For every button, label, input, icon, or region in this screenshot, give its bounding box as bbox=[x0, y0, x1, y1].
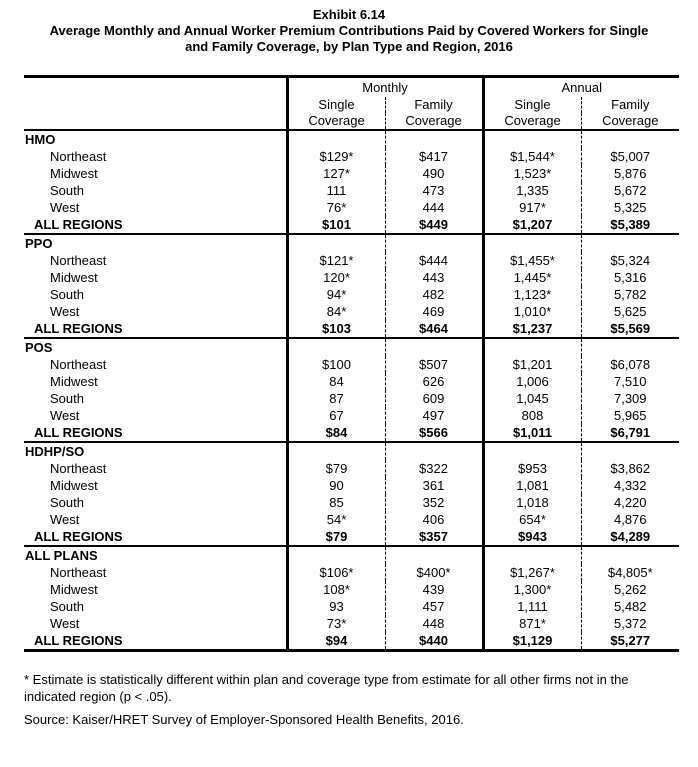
empty-cell bbox=[287, 338, 385, 356]
region-label: West bbox=[50, 616, 80, 631]
total-annual-family: $5,389 bbox=[581, 216, 679, 234]
cell-monthly-single: 73* bbox=[287, 615, 385, 632]
empty-cell bbox=[385, 234, 483, 252]
table-row bbox=[24, 511, 679, 528]
total-row bbox=[24, 528, 679, 546]
empty-cell bbox=[385, 130, 483, 148]
table-row bbox=[24, 182, 679, 199]
cell-monthly-single: 67 bbox=[287, 407, 385, 424]
region-label: Midwest bbox=[50, 374, 98, 389]
total-row bbox=[24, 632, 679, 651]
plan-group-header bbox=[24, 130, 679, 148]
cell-annual-family: 4,332 bbox=[581, 477, 679, 494]
cell-monthly-single: 127* bbox=[287, 165, 385, 182]
cell-monthly-family: 439 bbox=[385, 581, 483, 598]
region-label: South bbox=[50, 287, 84, 302]
cell-annual-family: $3,862 bbox=[581, 460, 679, 477]
plan-group-header bbox=[24, 338, 679, 356]
cell-annual-single: 1,018 bbox=[483, 494, 581, 511]
cell-monthly-family: 497 bbox=[385, 407, 483, 424]
region-label: Northeast bbox=[50, 565, 107, 580]
plan-group-header bbox=[24, 442, 679, 460]
col-header-monthly-family: Family bbox=[385, 97, 483, 113]
col-header-coverage: Coverage bbox=[385, 113, 483, 130]
cell-annual-family: 5,482 bbox=[581, 598, 679, 615]
empty-cell bbox=[385, 338, 483, 356]
column-header-row-1 bbox=[24, 97, 679, 113]
region-label: South bbox=[50, 391, 84, 406]
cell-monthly-family: $400* bbox=[385, 564, 483, 581]
cell-annual-single: 871* bbox=[483, 615, 581, 632]
empty-cell bbox=[581, 130, 679, 148]
empty-cell bbox=[581, 546, 679, 564]
col-header-coverage: Coverage bbox=[581, 113, 679, 130]
col-header-annual-single: Single bbox=[483, 97, 581, 113]
plan-type-label: HDHP/SO bbox=[24, 442, 287, 460]
empty-cell bbox=[483, 442, 581, 460]
cell-monthly-family: 352 bbox=[385, 494, 483, 511]
cell-annual-family: 5,372 bbox=[581, 615, 679, 632]
cell-monthly-family: 406 bbox=[385, 511, 483, 528]
total-annual-single: $1,207 bbox=[483, 216, 581, 234]
empty-cell bbox=[581, 234, 679, 252]
empty-cell bbox=[287, 234, 385, 252]
cell-monthly-family: 490 bbox=[385, 165, 483, 182]
total-annual-family: $6,791 bbox=[581, 424, 679, 442]
empty-cell bbox=[287, 442, 385, 460]
cell-annual-family: 5,262 bbox=[581, 581, 679, 598]
cell-annual-family: 5,965 bbox=[581, 407, 679, 424]
cell-monthly-single: $121* bbox=[287, 252, 385, 269]
cell-annual-family: 7,510 bbox=[581, 373, 679, 390]
region-label: South bbox=[50, 183, 84, 198]
table-row bbox=[24, 148, 679, 165]
table-row bbox=[24, 598, 679, 615]
table-row bbox=[24, 564, 679, 581]
cell-monthly-family: $322 bbox=[385, 460, 483, 477]
empty-cell bbox=[483, 338, 581, 356]
total-row bbox=[24, 424, 679, 442]
cell-annual-single: 654* bbox=[483, 511, 581, 528]
region-label: West bbox=[50, 304, 80, 319]
cell-annual-single: $953 bbox=[483, 460, 581, 477]
all-regions-label: ALL REGIONS bbox=[24, 216, 287, 234]
cell-annual-single: 1,010* bbox=[483, 303, 581, 320]
plan-type-label: POS bbox=[24, 338, 287, 356]
cell-annual-single: 1,045 bbox=[483, 390, 581, 407]
empty-cell bbox=[581, 338, 679, 356]
cell-monthly-family: $444 bbox=[385, 252, 483, 269]
total-annual-family: $4,289 bbox=[581, 528, 679, 546]
cell-monthly-single: 93 bbox=[287, 598, 385, 615]
plan-type-label: PPO bbox=[24, 234, 287, 252]
total-annual-family: $5,569 bbox=[581, 320, 679, 338]
empty-cell bbox=[483, 130, 581, 148]
cell-annual-single: 1,523* bbox=[483, 165, 581, 182]
total-monthly-family: $566 bbox=[385, 424, 483, 442]
total-monthly-single: $94 bbox=[287, 632, 385, 651]
cell-annual-family: $4,805* bbox=[581, 564, 679, 581]
cell-monthly-single: 84* bbox=[287, 303, 385, 320]
cell-monthly-single: 87 bbox=[287, 390, 385, 407]
table-row bbox=[24, 407, 679, 424]
cell-annual-single: $1,455* bbox=[483, 252, 581, 269]
region-label: West bbox=[50, 512, 80, 527]
cell-monthly-family: 444 bbox=[385, 199, 483, 216]
col-header-coverage: Coverage bbox=[483, 113, 581, 130]
cell-monthly-single: 94* bbox=[287, 286, 385, 303]
table-row bbox=[24, 460, 679, 477]
region-label: Midwest bbox=[50, 582, 98, 597]
total-row bbox=[24, 320, 679, 338]
cell-monthly-family: 473 bbox=[385, 182, 483, 199]
table-body bbox=[24, 130, 679, 651]
total-monthly-single: $79 bbox=[287, 528, 385, 546]
cell-annual-family: $6,078 bbox=[581, 356, 679, 373]
cell-annual-family: $5,007 bbox=[581, 148, 679, 165]
cell-annual-single: 808 bbox=[483, 407, 581, 424]
total-annual-single: $1,129 bbox=[483, 632, 581, 651]
cell-monthly-single: $100 bbox=[287, 356, 385, 373]
total-monthly-family: $464 bbox=[385, 320, 483, 338]
all-regions-label: ALL REGIONS bbox=[24, 632, 287, 651]
footnote: * Estimate is statistically different within plan and coverage type from estimate for all other firms not in the indicated region (p < .05). bbox=[24, 672, 629, 704]
cell-annual-family: 5,316 bbox=[581, 269, 679, 286]
cell-monthly-single: 76* bbox=[287, 199, 385, 216]
table-row bbox=[24, 356, 679, 373]
cell-monthly-family: 609 bbox=[385, 390, 483, 407]
table-row bbox=[24, 477, 679, 494]
all-regions-label: ALL REGIONS bbox=[24, 320, 287, 338]
cell-monthly-single: $129* bbox=[287, 148, 385, 165]
cell-monthly-single: 54* bbox=[287, 511, 385, 528]
table-row bbox=[24, 303, 679, 320]
cell-annual-single: $1,201 bbox=[483, 356, 581, 373]
cell-monthly-family: 469 bbox=[385, 303, 483, 320]
column-group-annual: Annual bbox=[483, 77, 679, 98]
cell-annual-family: 5,325 bbox=[581, 199, 679, 216]
total-monthly-family: $449 bbox=[385, 216, 483, 234]
table-row bbox=[24, 615, 679, 632]
total-annual-single: $1,011 bbox=[483, 424, 581, 442]
cell-monthly-single: 120* bbox=[287, 269, 385, 286]
empty-cell bbox=[483, 546, 581, 564]
cell-monthly-single: $106* bbox=[287, 564, 385, 581]
col-header-coverage: Coverage bbox=[287, 113, 385, 130]
cell-annual-single: 1,445* bbox=[483, 269, 581, 286]
total-monthly-single: $103 bbox=[287, 320, 385, 338]
cell-annual-family: 5,782 bbox=[581, 286, 679, 303]
cell-annual-single: 1,111 bbox=[483, 598, 581, 615]
total-monthly-family: $440 bbox=[385, 632, 483, 651]
table-row bbox=[24, 269, 679, 286]
total-annual-single: $943 bbox=[483, 528, 581, 546]
table-row bbox=[24, 199, 679, 216]
table-row bbox=[24, 390, 679, 407]
table-row bbox=[24, 165, 679, 182]
cell-annual-family: 5,625 bbox=[581, 303, 679, 320]
cell-annual-single: 1,300* bbox=[483, 581, 581, 598]
cell-annual-single: $1,267* bbox=[483, 564, 581, 581]
cell-monthly-family: 626 bbox=[385, 373, 483, 390]
empty-cell bbox=[581, 442, 679, 460]
cell-monthly-family: 361 bbox=[385, 477, 483, 494]
total-monthly-single: $84 bbox=[287, 424, 385, 442]
cell-monthly-family: 448 bbox=[385, 615, 483, 632]
col-header-monthly-single: Single bbox=[287, 97, 385, 113]
empty-cell bbox=[287, 546, 385, 564]
cell-annual-family: 7,309 bbox=[581, 390, 679, 407]
source-note: Source: Kaiser/HRET Survey of Employer-Sponsored Health Benefits, 2016. bbox=[24, 712, 464, 727]
cell-monthly-single: 90 bbox=[287, 477, 385, 494]
total-annual-family: $5,277 bbox=[581, 632, 679, 651]
column-header-row-2 bbox=[24, 113, 679, 130]
all-regions-label: ALL REGIONS bbox=[24, 424, 287, 442]
cell-monthly-family: $507 bbox=[385, 356, 483, 373]
cell-annual-single: 1,006 bbox=[483, 373, 581, 390]
total-row bbox=[24, 216, 679, 234]
region-label: South bbox=[50, 495, 84, 510]
region-label: Northeast bbox=[50, 461, 107, 476]
column-group-header-row bbox=[24, 77, 679, 98]
cell-annual-family: 5,876 bbox=[581, 165, 679, 182]
table-row bbox=[24, 286, 679, 303]
cell-annual-single: 917* bbox=[483, 199, 581, 216]
cell-monthly-single: 85 bbox=[287, 494, 385, 511]
region-label: Midwest bbox=[50, 478, 98, 493]
region-label: Northeast bbox=[50, 357, 107, 372]
table-row bbox=[24, 581, 679, 598]
cell-monthly-single: 108* bbox=[287, 581, 385, 598]
region-label: West bbox=[50, 408, 80, 423]
all-regions-label: ALL REGIONS bbox=[24, 528, 287, 546]
empty-cell bbox=[483, 234, 581, 252]
premium-table bbox=[24, 75, 679, 652]
cell-annual-single: 1,335 bbox=[483, 182, 581, 199]
region-label: South bbox=[50, 599, 84, 614]
exhibit-label: Exhibit 6.14 bbox=[312, 7, 386, 22]
cell-monthly-family: 443 bbox=[385, 269, 483, 286]
cell-annual-single: 1,081 bbox=[483, 477, 581, 494]
col-header-annual-family: Family bbox=[581, 97, 679, 113]
plan-type-label: ALL PLANS bbox=[24, 546, 287, 564]
cell-annual-single: 1,123* bbox=[483, 286, 581, 303]
cell-monthly-single: 84 bbox=[287, 373, 385, 390]
cell-annual-single: $1,544* bbox=[483, 148, 581, 165]
total-monthly-single: $101 bbox=[287, 216, 385, 234]
cell-annual-family: 4,220 bbox=[581, 494, 679, 511]
empty-cell bbox=[287, 130, 385, 148]
cell-monthly-family: $417 bbox=[385, 148, 483, 165]
total-annual-single: $1,237 bbox=[483, 320, 581, 338]
table-row bbox=[24, 373, 679, 390]
total-monthly-family: $357 bbox=[385, 528, 483, 546]
table-row bbox=[24, 494, 679, 511]
cell-annual-family: 5,672 bbox=[581, 182, 679, 199]
table-row bbox=[24, 252, 679, 269]
title-line-1: Average Monthly and Annual Worker Premium Contributions Paid by Covered Workers for Single bbox=[49, 23, 649, 38]
cell-monthly-family: 482 bbox=[385, 286, 483, 303]
region-label: West bbox=[50, 200, 80, 215]
region-label: Midwest bbox=[50, 270, 98, 285]
region-label: Northeast bbox=[50, 149, 107, 164]
empty-cell bbox=[385, 546, 483, 564]
cell-monthly-single: 111 bbox=[287, 182, 385, 199]
empty-cell bbox=[385, 442, 483, 460]
region-label: Midwest bbox=[50, 166, 98, 181]
cell-monthly-single: $79 bbox=[287, 460, 385, 477]
cell-monthly-family: 457 bbox=[385, 598, 483, 615]
cell-annual-family: $5,324 bbox=[581, 252, 679, 269]
cell-annual-family: 4,876 bbox=[581, 511, 679, 528]
column-group-monthly: Monthly bbox=[287, 77, 483, 98]
title-line-2: and Family Coverage, by Plan Type and Region, 2016 bbox=[185, 39, 513, 54]
region-label: Northeast bbox=[50, 253, 107, 268]
plan-type-label: HMO bbox=[24, 130, 287, 148]
plan-group-header bbox=[24, 234, 679, 252]
plan-group-header bbox=[24, 546, 679, 564]
